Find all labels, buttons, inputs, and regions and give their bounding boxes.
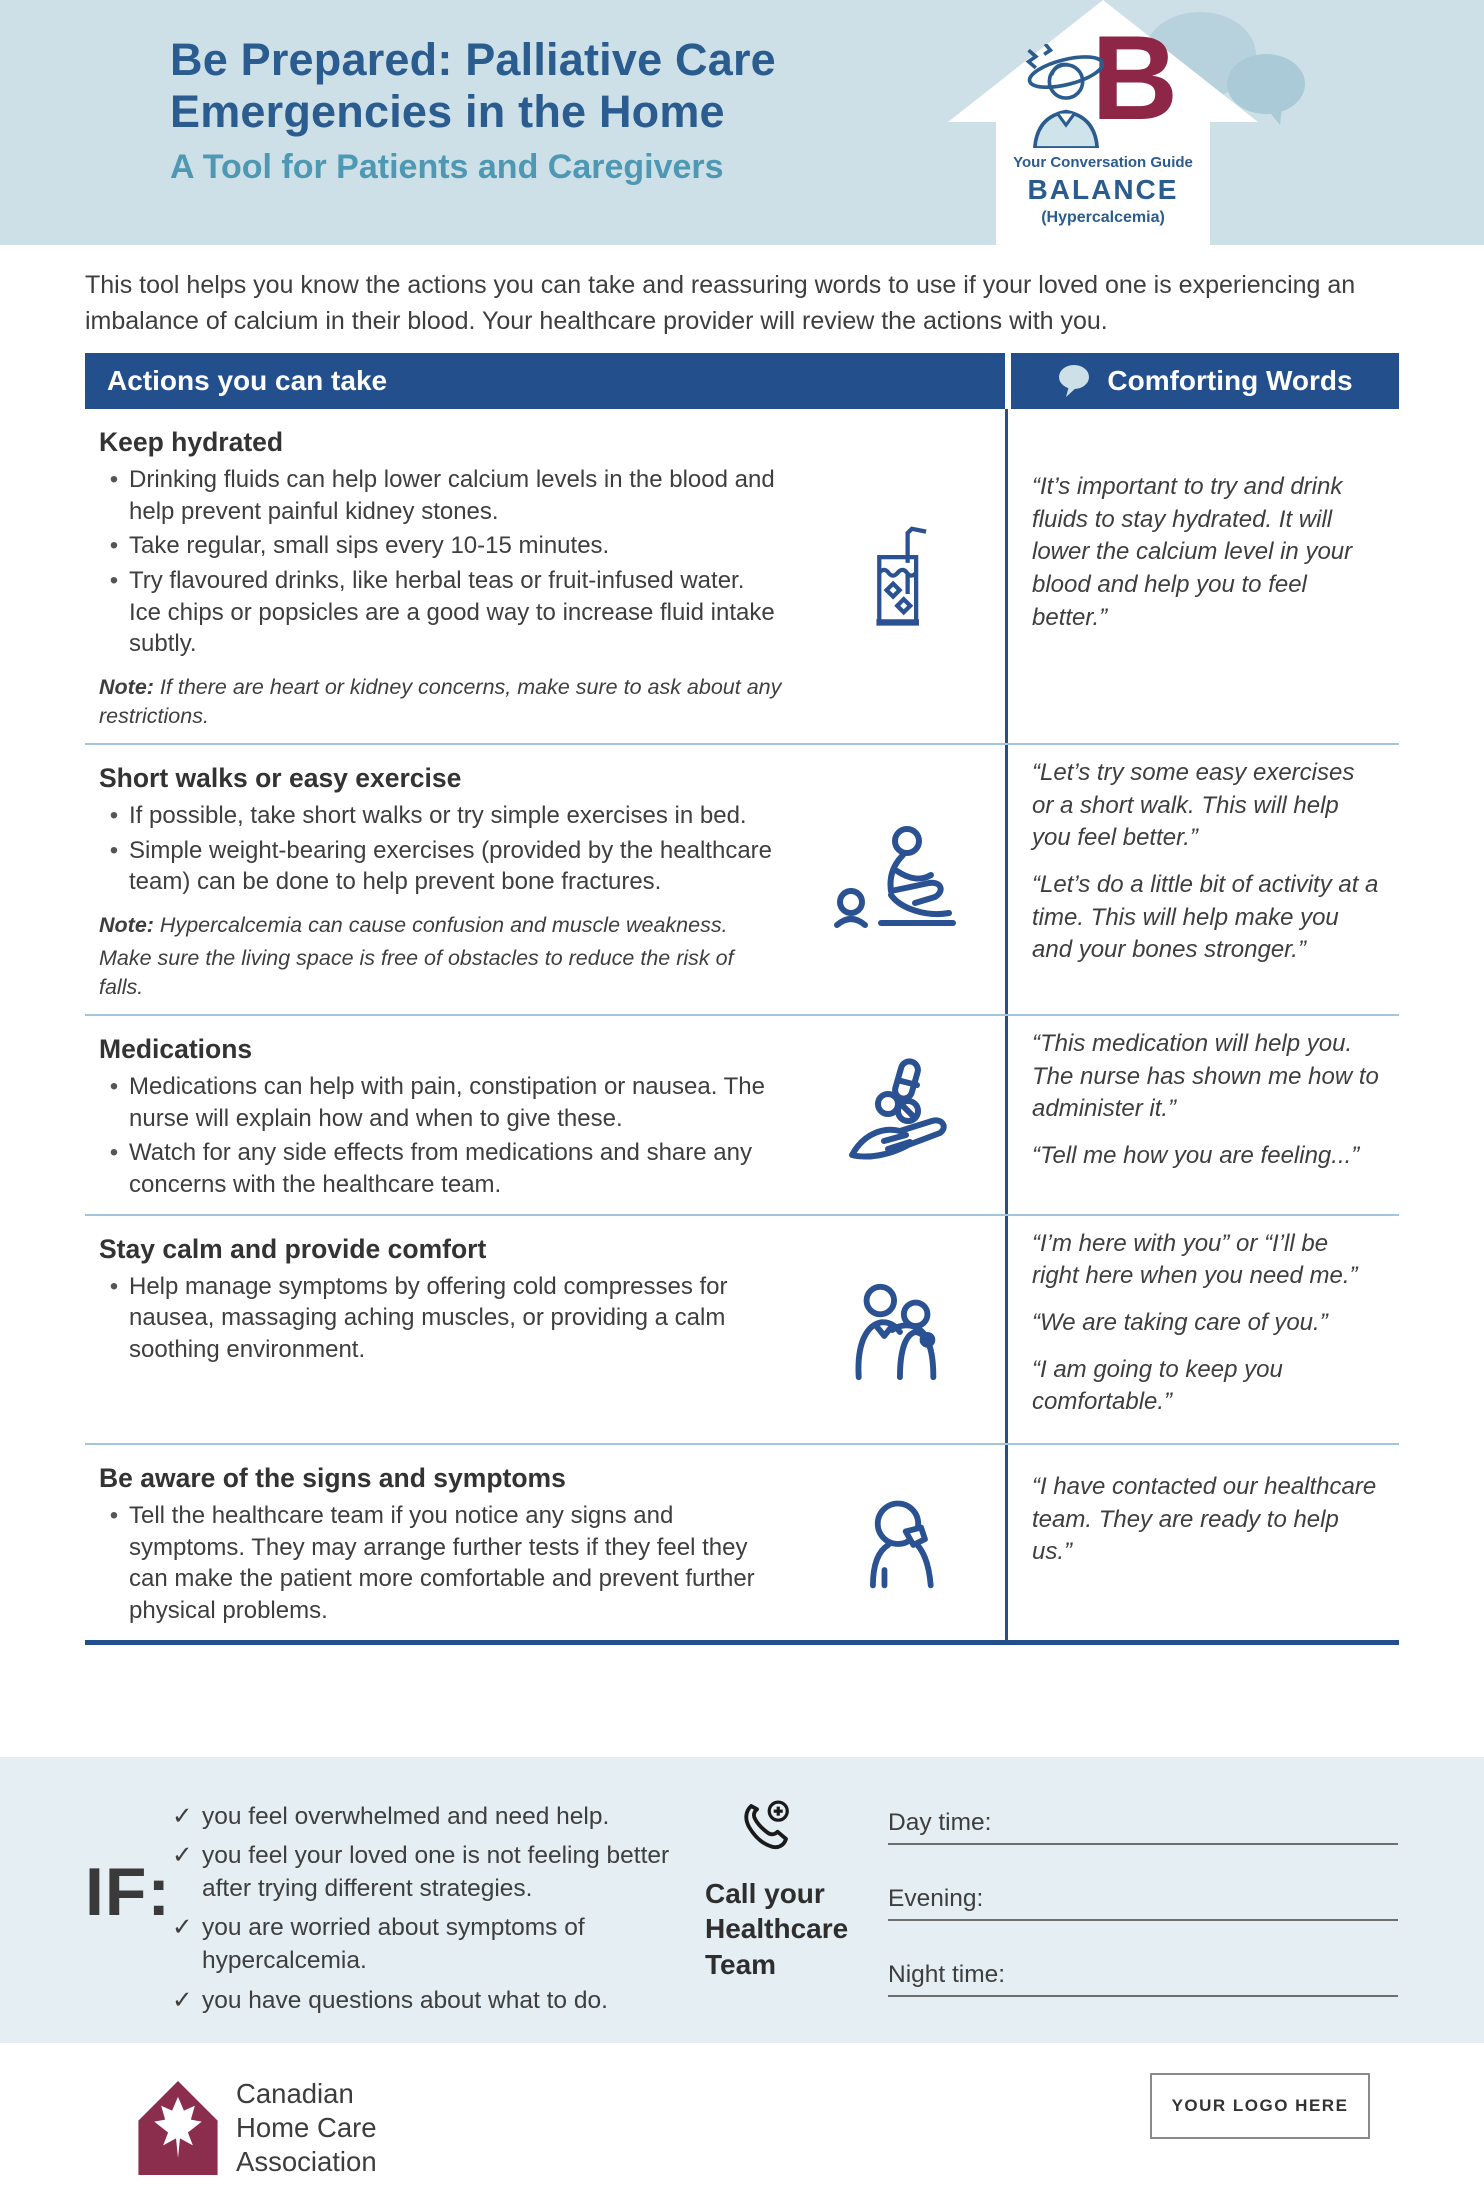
comforting-quote: “I am going to keep you comfortable.”: [1032, 1355, 1283, 1416]
badge-content: [972, 11, 1234, 227]
bullet-point: [99, 1271, 783, 1366]
bullet-glyph: •: [109, 1272, 119, 1300]
nighttime-label: Night time:: [888, 1960, 1006, 1988]
row-note: [99, 911, 783, 940]
exercise-icon: [831, 825, 963, 937]
checkmark-icon: ✓: [172, 1914, 193, 1942]
if-label: IF:: [85, 1853, 172, 1930]
row-title: Stay calm and provide comfort: [99, 1233, 487, 1264]
bullet-glyph: •: [109, 532, 119, 560]
drink-glass-icon: [858, 513, 936, 641]
bullet-text: Watch for any side effects from medications and share any concerns with the healthcare team.: [129, 1139, 752, 1199]
table-row: [85, 1214, 1399, 1443]
bullet-point: [99, 530, 783, 562]
balance-logo: [1014, 11, 1192, 152]
column-header-actions: [85, 353, 1005, 409]
bullet-text: Take regular, small sips every 10-15 minutes.: [129, 532, 610, 560]
checkmark-icon: ✓: [172, 1986, 193, 2014]
actions-cell: [85, 1445, 1005, 1640]
evening-label: Evening:: [888, 1884, 984, 1912]
bullet-point: [99, 464, 783, 527]
comforting-quote: “This medication will help you. The nurse has shown me how to administer it.”: [1032, 1030, 1379, 1123]
bullet-glyph: •: [109, 1139, 119, 1167]
bullet-glyph: •: [109, 567, 119, 595]
checkmark-icon: ✓: [172, 1842, 193, 1870]
dizzy-person-icon: [1014, 44, 1118, 148]
symptoms-person-icon: [844, 1493, 950, 1593]
bullet-text: Try flavoured drinks, like herbal teas or fruit-infused water. Ice chips or popsicles are a good way to increase fluid intake subtly.: [129, 567, 775, 658]
title-block: [170, 34, 810, 187]
daytime-label: Day time:: [888, 1808, 992, 1836]
comforting-quote: “I’m here with you” or “I’ll be right here when you need me.”: [1032, 1229, 1358, 1290]
daytime-field: [888, 1809, 1398, 1845]
bullet-glyph: •: [109, 802, 119, 830]
bullet-text: Simple weight-bearing exercises (provided by the healthcare team) can be done to help prevent bone fractures.: [129, 836, 773, 896]
row-title: Short walks or easy exercise: [99, 763, 462, 794]
checklist-text: you feel your loved one is not feeling better after trying different strategies.: [202, 1842, 670, 1902]
phone-medical-icon: [737, 1797, 795, 1855]
actions-cell: [85, 409, 1005, 743]
call-healthcare-label: Call your Healthcare Team: [705, 1877, 849, 1981]
bullet-glyph: •: [109, 466, 119, 493]
speech-bubble-icon: [1057, 364, 1093, 398]
chca-name-line: Home Care: [236, 2111, 377, 2143]
bullet-point: [99, 800, 783, 832]
column-header-comforting: [1011, 353, 1399, 409]
checklist-item: [172, 1912, 684, 1977]
bullet-text: Drinking fluids can help lower calcium levels in the blood and help prevent painful kidney stones.: [129, 466, 775, 525]
chca-logo: [138, 2077, 377, 2179]
if-checklist: [172, 1801, 684, 2024]
comforting-quote: “We are taking care of you.”: [1032, 1309, 1328, 1337]
checklist-text: you feel overwhelmed and need help.: [202, 1802, 610, 1830]
bullet-point: [99, 565, 783, 660]
comforting-cell: [1005, 1016, 1399, 1214]
bullet-point: [99, 1137, 783, 1200]
checklist-item: [172, 1985, 684, 2018]
comforting-quote: “I have contacted our healthcare team. They are ready to help us.”: [1032, 1472, 1377, 1566]
bullet-point: [99, 1071, 783, 1134]
comforting-quote: “It’s important to try and drink fluids to stay hydrated. It will lower the calcium level in your blood and help you to feel better.”: [1032, 473, 1353, 631]
note-text: If there are heart or kidney concerns, make sure to ask about any restrictions.: [99, 675, 782, 729]
bullet-text: Help manage symptoms by offering cold compresses for nausea, massaging aching muscles, or providing a calm soothing environment.: [129, 1272, 728, 1364]
maple-leaf-house-icon: [138, 2081, 218, 2175]
comforting-quote: “Let’s do a little bit of activity at a time. This will help make you and your bones stronger.”: [1032, 870, 1379, 964]
actions-table: [85, 353, 1399, 1645]
logo-placeholder-box: YOUR LOGO HERE: [1150, 2073, 1370, 2139]
checklist-item: [172, 1840, 684, 1905]
guide-subname: (Hypercalcemia): [1041, 209, 1165, 226]
if-callout-section: [0, 1757, 1484, 2043]
comforting-cell: [1005, 1216, 1399, 1443]
contact-fields: [888, 1809, 1398, 2037]
evening-field: [888, 1885, 1398, 1921]
bullet-text: Medications can help with pain, constipation or nausea. The nurse will explain how and when to give these.: [129, 1073, 765, 1132]
checklist-text: you have questions about what to do.: [202, 1986, 608, 2014]
bullet-glyph: •: [109, 1501, 119, 1529]
bullet-glyph: •: [109, 836, 119, 864]
page-footer: [0, 2043, 1484, 2207]
actions-cell: [85, 745, 1005, 1014]
bullet-text: Tell the healthcare team if you notice any signs and symptoms. They may arrange further tests if they feel they can make the patient more comfortable and prevent further physical problems.: [129, 1501, 755, 1624]
intro-paragraph: This tool helps you know the actions you can take and reassuring words to use if your loved one is experiencing an imbalance of calcium in their blood. Your healthcare provider will review the actions with you.: [85, 271, 1356, 335]
checklist-item: [172, 1801, 684, 1834]
guide-name: BALANCE: [1027, 174, 1179, 205]
comforting-cell: [1005, 1445, 1399, 1640]
comforting-cell: [1005, 745, 1399, 1014]
page-title: Be Prepared: Palliative Care Emergencies in the Home: [170, 34, 776, 138]
actions-cell: [85, 1016, 1005, 1214]
row-title: Be aware of the signs and symptoms: [99, 1462, 566, 1493]
comforting-header-label: Comforting Words: [1107, 365, 1353, 396]
page-subtitle: A Tool for Patients and Caregivers: [170, 148, 724, 187]
comforting-cell: [1005, 409, 1399, 743]
table-row: [85, 1014, 1399, 1214]
table-row: [85, 409, 1399, 743]
checklist-text: you are worried about symptoms of hypercalcemia.: [202, 1914, 585, 1974]
guide-label: Your Conversation Guide: [1013, 154, 1193, 171]
page-header: [0, 0, 1484, 245]
row-title: Medications: [99, 1034, 253, 1065]
actions-header-label: Actions you can take: [107, 365, 388, 396]
note-label: Note:: [99, 913, 154, 938]
bullet-point: [99, 1500, 783, 1627]
bullet-glyph: •: [109, 1073, 119, 1101]
chca-name-line: Association: [236, 2145, 377, 2177]
balance-letter: B: [1091, 11, 1178, 145]
bullet-point: [99, 835, 783, 898]
checkmark-icon: ✓: [172, 1802, 193, 1830]
medication-hand-icon: [842, 1057, 952, 1175]
table-body: [85, 409, 1399, 1645]
row-note: [99, 673, 783, 731]
comfort-hug-icon: [843, 1278, 951, 1382]
row-note: Make sure the living space is free of obstacles to reduce the risk of falls.: [99, 946, 734, 1000]
conversation-guide-badge: [948, 0, 1258, 245]
nighttime-field: [888, 1961, 1398, 1997]
comforting-quote: “Let’s try some easy exercises or a short walk. This will help you feel better.”: [1032, 759, 1355, 852]
row-title: Keep hydrated: [99, 427, 284, 457]
bullet-text: If possible, take short walks or try simple exercises in bed.: [129, 802, 747, 830]
call-healthcare-block: [705, 1797, 873, 1983]
chca-name-line: Canadian: [236, 2077, 354, 2109]
note-text: Hypercalcemia can cause confusion and muscle weakness.: [159, 913, 728, 938]
table-row: [85, 1443, 1399, 1640]
chca-name: [236, 2077, 377, 2179]
table-header-row: [85, 353, 1399, 409]
actions-cell: [85, 1216, 1005, 1443]
note-label: Note:: [99, 675, 154, 700]
table-row: [85, 743, 1399, 1014]
comforting-quote: “Tell me how you are feeling...”: [1032, 1142, 1360, 1169]
